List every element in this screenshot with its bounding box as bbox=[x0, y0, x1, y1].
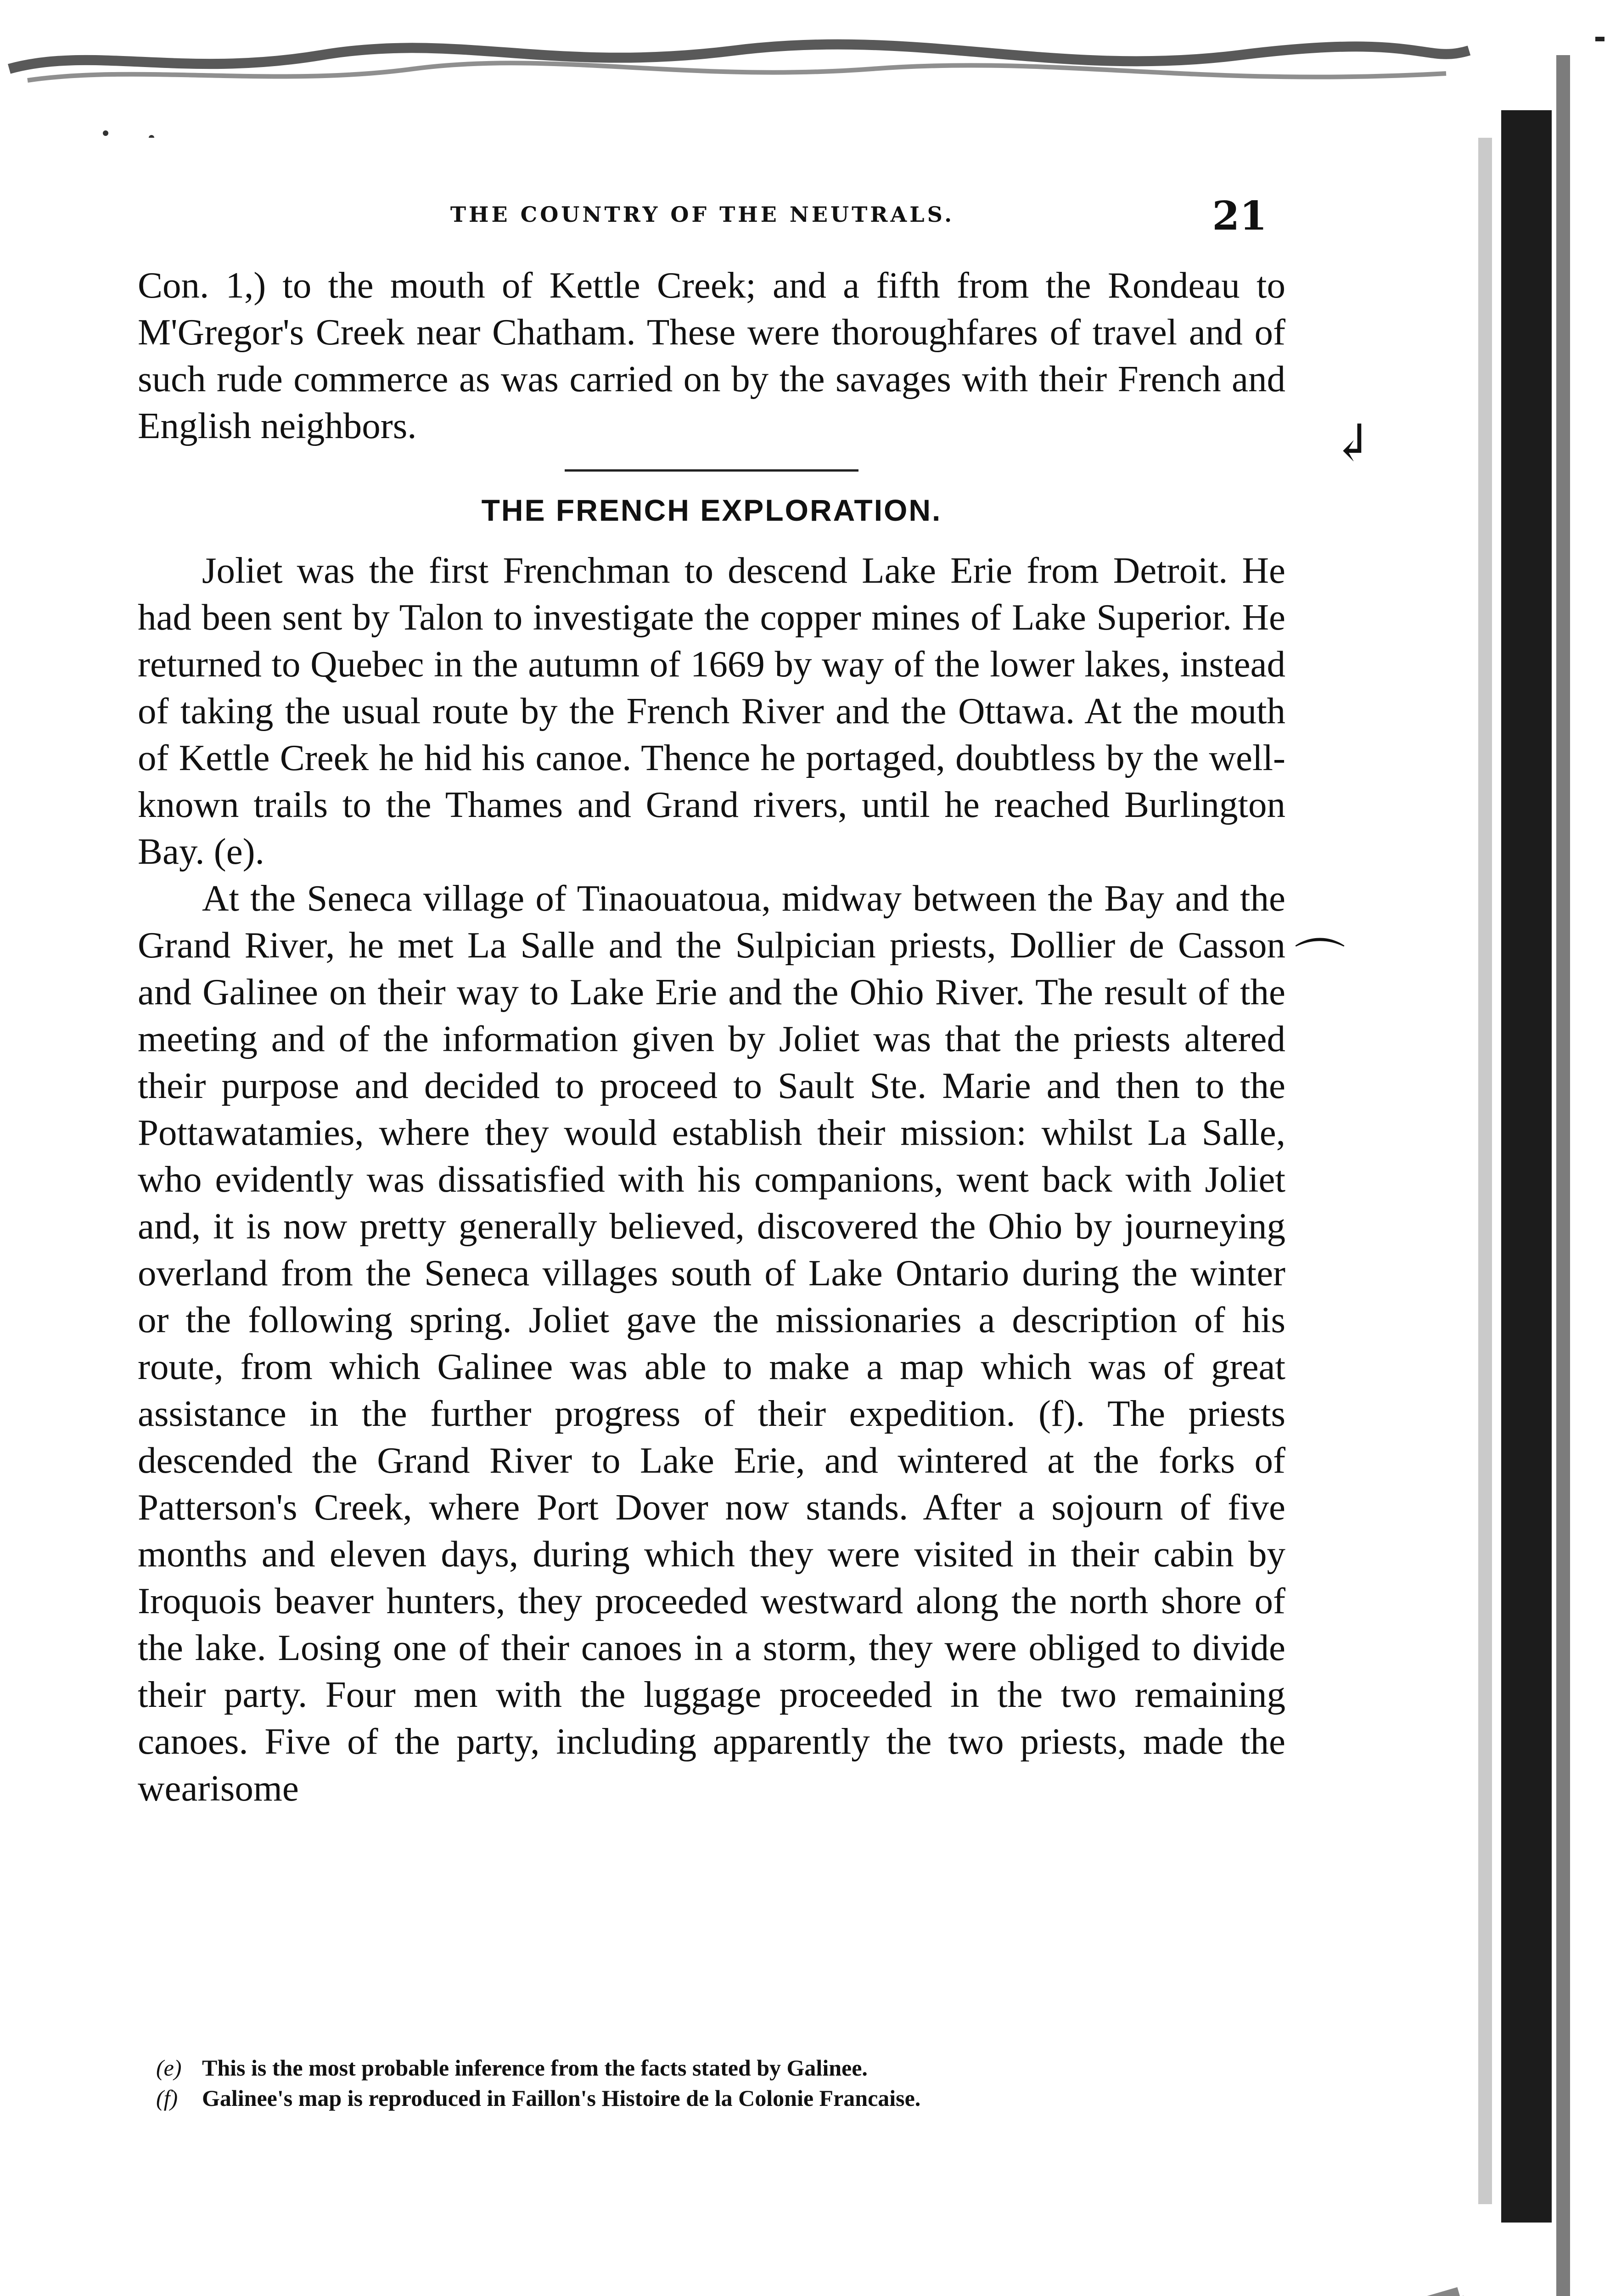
scan-noise-bottom bbox=[0, 2241, 1610, 2296]
page-header bbox=[138, 193, 1267, 248]
margin-annotation-mark: ↲ bbox=[1331, 413, 1374, 472]
body-text bbox=[138, 262, 1285, 1812]
page-number: 21 bbox=[1212, 193, 1267, 239]
page-binding-edge bbox=[1460, 0, 1610, 2296]
paragraph-seneca-village: At the Seneca village of Tinaouatoua, midway between the Bay and the Grand River, he met La Salle and the Sulpician priests, Dollier de Casson and Galinee on their way to Lake Erie and the Ohio River. The result of the meeting and of the information given by Joliet was that the priests altered their purpose and decided to proceed to Sault Ste. Marie and then to the Pottawatamies, where they would establish their mission: whilst La Salle, who evidently was dissatisfied with his companions, went back with Joliet and, it is now pretty generally believed, discovered the Ohio by journeying overland from the Seneca villages south of Lake Ontario during the winter or the following spring. Joliet gave the missionaries a description of his route, from which Galinee was able to make a map which was of great assistance in the further progress of their expedition. (f). The priests descended the Grand River to Lake Erie, and wintered at the forks of Patterson's Creek, where Port Dover now stands. After a sojourn of five months and eleven days, during which they were visited in their cabin by Iroquois beaver hunters, they proceeded westward along the north shore of the lake. Losing one of their canoes in a storm, they were obliged to divide their party. Four men with the luggage proceeded in the two remaining canoes. Five of the party, including apparently the two priests, made the wearisome bbox=[138, 878, 1285, 1809]
scan-noise-top bbox=[0, 0, 1610, 138]
section-divider bbox=[565, 469, 858, 472]
running-head: THE COUNTRY OF THE NEUTRALS. bbox=[450, 202, 955, 227]
paragraph-joliet: Joliet was the first Frenchman to descend Lake Erie from Detroit. He had been sent by Talon to investigate the copper mines of Lake Superior. He returned to Quebec in the autumn of 1669 by way of the lower lakes, instead of taking the usual route by the French River and the Ottawa. At the mouth of Kettle Creek he hid his canoe. Thence he portaged, doubtless by the well-known trails to the Thames and Grand rivers, until he reached Burlington Bay. (e). bbox=[138, 550, 1285, 872]
footnote-text: Galinee's map is reproduced in Faillon's Histoire de la Colonie Francaise. bbox=[202, 2085, 921, 2111]
margin-annotation-stroke: ⌒ bbox=[1295, 934, 1345, 993]
footnote-e bbox=[156, 2053, 1249, 2083]
section-heading: THE FRENCH EXPLORATION. bbox=[481, 493, 942, 527]
footnote-mark: (f) bbox=[156, 2085, 178, 2111]
footnote-mark: (e) bbox=[156, 2055, 182, 2081]
continuation-paragraph: Con. 1,) to the mouth of Kettle Creek; and a fifth from the Rondeau to M'Gregor's Creek near Chatham. These were thoroughfares of travel and of such rude commerce as was carried on by the savages with their French and English neighbors. bbox=[138, 264, 1285, 446]
footnote-f bbox=[156, 2083, 1249, 2113]
footnotes bbox=[156, 2053, 1249, 2113]
footnote-text: This is the most probable inference from the facts stated by Galinee. bbox=[202, 2055, 868, 2081]
